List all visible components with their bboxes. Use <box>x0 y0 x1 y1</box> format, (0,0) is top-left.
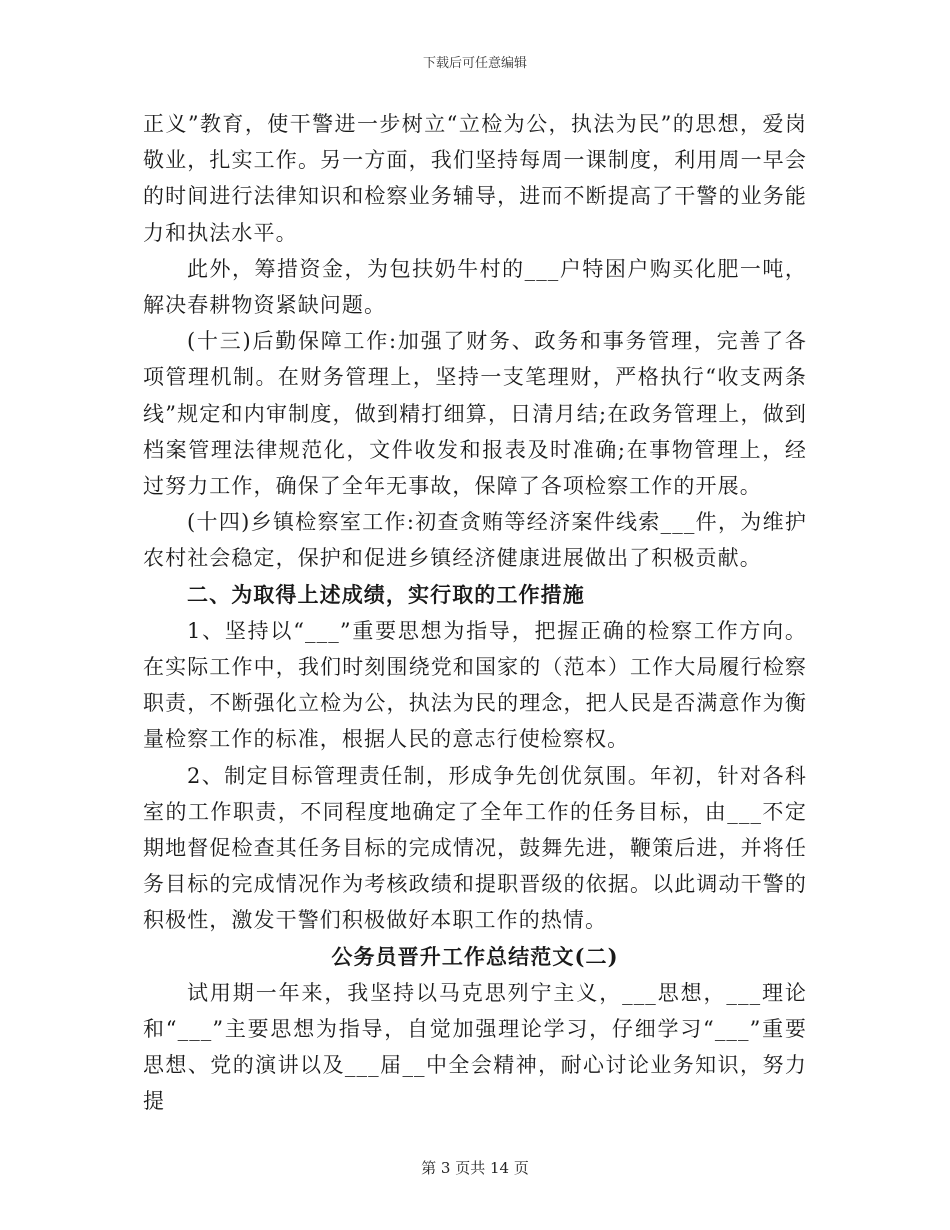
paragraph-7: 试用期一年来，我坚持以马克思列宁主义，___思想，___理论和“___”主要思想为指导，自觉加强理论学习，仔细学习“___”重要思想、党的演讲以及___届__中全会精神，耐心讨论业务知识，努力提 <box>143 980 807 1114</box>
paragraph-1: 正义”教育，使干警进一步树立“立检为公，执法为民”的思想，爱岗敬业，扎实工作。另一方面，我们坚持每周一课制度，利用周一早会的时间进行法律知识和检察业务辅导，进而不断提高了干警的业务能力和执法水平。 <box>143 112 807 245</box>
document-body <box>143 106 807 1120</box>
paragraph-4: (十四)乡镇检察室工作:初查贪贿等经济案件线索___件，为维护农村社会稳定，保护和促进乡镇经济健康进展做出了积极贡献。 <box>143 510 807 571</box>
section-heading: 二、为取得上述成绩，实行取的工作措施 <box>187 581 585 607</box>
paragraph-5: 1、坚持以“___”重要思想为指导，把握正确的检察工作方向。在实际工作中，我们时刻围绕党和国家的（范本）工作大局履行检察职责，不断强化立检为公，执法为民的理念，把人民是否满意作为衡量检察工作的标准，根据人民的意志行使检察权。 <box>143 618 807 752</box>
paragraph-6: 2、制定目标管理责任制，形成争先创优氛围。年初，针对各科室的工作职责，不同程度地确定了全年工作的任务目标，由___不定期地督促检查其任务目标的完成情况，鼓舞先进，鞭策后进，并将任务目标的完成情况作为考核政绩和提职晋级的依据。以此调动干警的积极性，激发干警们积极做好本职工作的热情。 <box>143 763 807 933</box>
page-header: 下载后可任意编辑 <box>422 56 527 71</box>
page-footer: 第 3 页共 14 页 <box>421 1159 529 1177</box>
document-title: 公务员晋升工作总结范文(二) <box>331 943 619 969</box>
paragraph-3: (十三)后勤保障工作:加强了财务、政务和事务管理，完善了各项管理机制。在财务管理上，坚持一支笔理财，严格执行“收支两条线”规定和内审制度，做到精打细算，日清月结;在政务管理上，做到档案管理法律规范化，文件收发和报表及时准确;在事物管理上，经过努力工作，确保了全年无事故，保障了各项检察工作的开展。 <box>143 329 807 499</box>
paragraph-2: 此外，筹措资金，为包扶奶牛村的___户特困户购买化肥一吨，解决春耕物资紧缺问题。 <box>143 256 807 318</box>
